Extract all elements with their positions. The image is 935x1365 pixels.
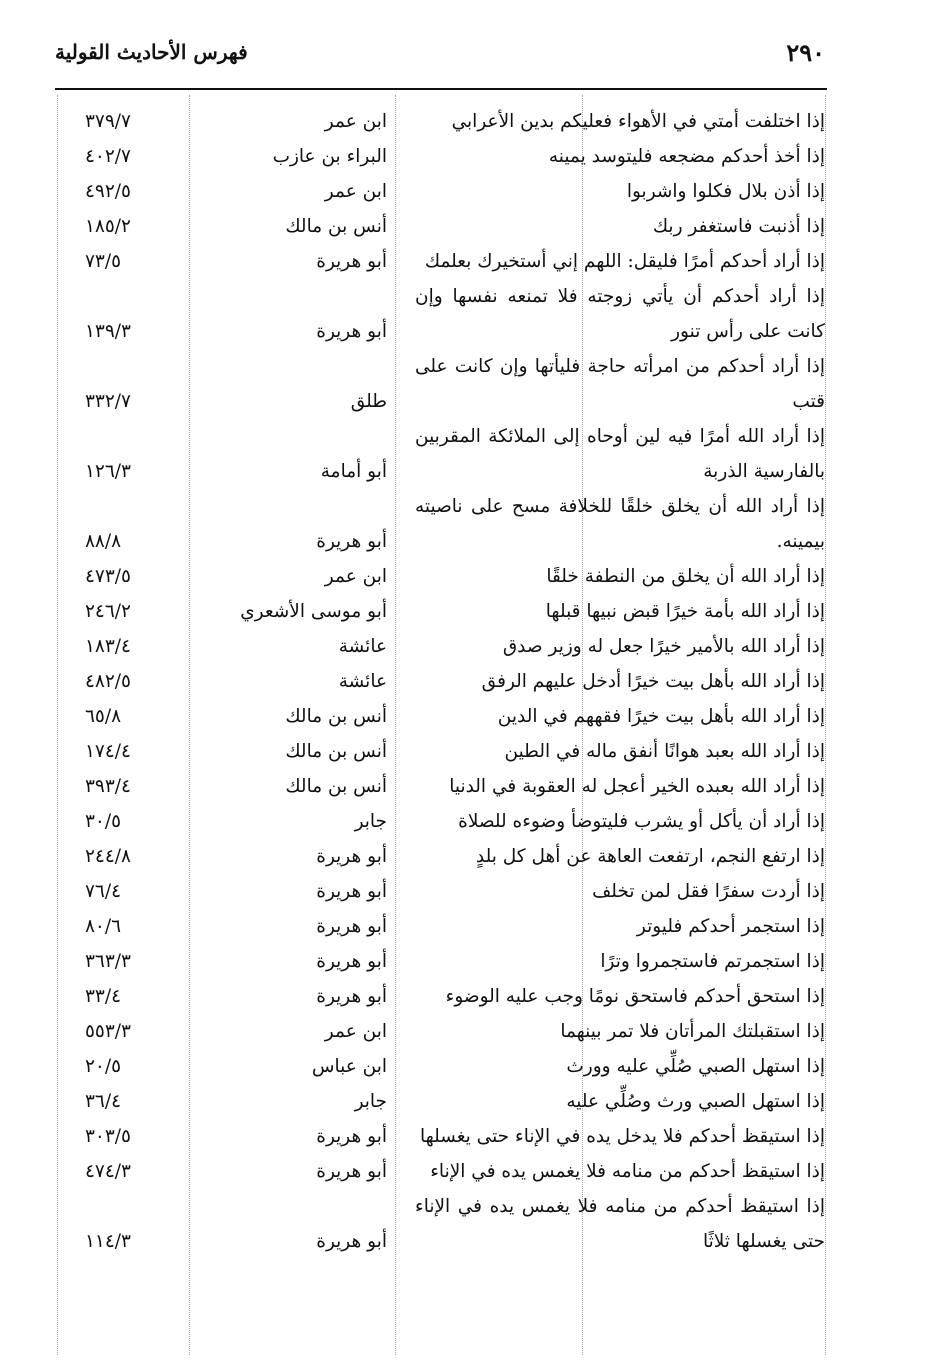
narrator-name: جابر — [354, 1091, 387, 1112]
volume-page-reference: ٣٣٢/٧ — [85, 391, 131, 412]
hadith-text: إذا أراد الله أن يخلق خلقًا للخلافة مسح على ناصيته بيمينه. — [415, 496, 825, 552]
volume-page-reference: ٨٨/٨ — [85, 531, 122, 552]
hadith-text: إذا أذن بلال فكلوا واشربوا — [626, 181, 825, 202]
hadith-text: إذا أراد الله بالأمير خيرًا جعل له وزير صدق — [502, 636, 825, 657]
narrator-name: عائشة — [338, 671, 387, 692]
hadith-text: إذا أراد الله بأهل بيت خيرًا فقههم في الدين — [497, 706, 825, 727]
hadith-text: إذا أراد أحدكم من امرأته حاجة فليأتها وإن كانت على قتب — [415, 356, 825, 412]
narrator-name: أنس بن مالك — [285, 706, 387, 727]
narrator-name: ابن عباس — [311, 1056, 387, 1077]
hadith-text: إذا استيقظ أحدكم من منامه فلا يغمس يده في الإناء — [430, 1161, 825, 1182]
volume-page-reference: ١٣٩/٣ — [85, 321, 131, 342]
narrator-name: ابن عمر — [324, 111, 387, 132]
hadith-text: إذا استجمر أحدكم فليوتر — [636, 916, 825, 937]
hadith-text: إذا أراد أحدكم أن يأتي زوجته فلا تمنعه نفسها وإن كانت على رأس تنور — [415, 286, 825, 342]
narrator-name: البراء بن عازب — [272, 146, 387, 167]
narrator-name: أبو هريرة — [316, 1126, 387, 1147]
volume-page-reference: ٢٠/٥ — [85, 1056, 122, 1077]
volume-page-reference: ٢٤٦/٢ — [85, 601, 131, 622]
volume-page-reference: ١٧٤/٤ — [85, 741, 131, 762]
narrator-name: أبو هريرة — [316, 1231, 387, 1252]
index-entry — [55, 489, 825, 559]
volume-page-reference: ٣٦/٤ — [85, 1091, 122, 1112]
narrator-name: أبو هريرة — [316, 251, 387, 272]
hadith-text: إذا ارتفع النجم، ارتفعت العاهة عن أهل كل بلدٍ — [475, 846, 825, 867]
hadith-text: إذا أراد أحدكم أمرًا فليقل: اللهم إني أستخيرك بعلمك — [424, 251, 825, 272]
volume-page-reference: ٣٦٣/٣ — [85, 951, 131, 972]
hadith-text: إذا أخذ أحدكم مضجعه فليتوسد يمينه — [548, 146, 825, 167]
header-divider — [55, 88, 827, 90]
volume-page-reference: ٤٩٢/٥ — [85, 181, 131, 202]
index-entry — [55, 559, 825, 594]
narrator-name: أبو هريرة — [316, 986, 387, 1007]
narrator-name: أبو هريرة — [316, 321, 387, 342]
hadith-text: إذا أراد الله بعبد هوانًا أنفق ماله في الطين — [504, 741, 825, 762]
volume-page-reference: ٣٩٣/٤ — [85, 776, 131, 797]
volume-page-reference: ٣٧٩/٧ — [85, 111, 131, 132]
hadith-text: إذا استحق أحدكم فاستحق نومًا وجب عليه الوضوء — [445, 986, 825, 1007]
hadith-text: إذا استهل الصبي صُلِّي عليه وورث — [566, 1056, 825, 1077]
index-entry — [55, 979, 825, 1014]
index-entry — [55, 139, 825, 174]
volume-page-reference: ٨٠/٦ — [85, 916, 122, 937]
index-entry — [55, 909, 825, 944]
index-entry — [55, 874, 825, 909]
running-title: فهرس الأحاديث القولية — [55, 40, 248, 64]
index-entry — [55, 1049, 825, 1084]
volume-page-reference: ٣٠٣/٥ — [85, 1126, 131, 1147]
narrator-name: عائشة — [338, 636, 387, 657]
index-entry — [55, 1014, 825, 1049]
index-entry — [55, 1084, 825, 1119]
narrator-name: أبو هريرة — [316, 881, 387, 902]
volume-page-reference: ٤٠٢/٧ — [85, 146, 131, 167]
volume-page-reference: ٤٨٢/٥ — [85, 671, 131, 692]
index-entry — [55, 839, 825, 874]
index-entry — [55, 804, 825, 839]
hadith-text: إذا أراد الله بأمة خيرًا قبض نبيها قبلها — [545, 601, 825, 622]
narrator-name: طلق — [350, 391, 387, 412]
volume-page-reference: ٦٥/٨ — [85, 706, 122, 727]
page-header — [55, 36, 825, 76]
narrator-name: أنس بن مالك — [285, 216, 387, 237]
index-entry — [55, 769, 825, 804]
hadith-text: إذا أراد الله بعبده الخير أعجل له العقوبة في الدنيا — [449, 776, 825, 797]
volume-page-reference: ٧٣/٥ — [85, 251, 122, 272]
index-entry — [55, 734, 825, 769]
index-entry — [55, 209, 825, 244]
column-guide — [825, 95, 826, 1355]
index-entry — [55, 1154, 825, 1189]
narrator-name: ابن عمر — [324, 566, 387, 587]
narrator-name: أبو هريرة — [316, 846, 387, 867]
index-entry — [55, 174, 825, 209]
volume-page-reference: ٢٤٤/٨ — [85, 846, 131, 867]
narrator-name: ابن عمر — [324, 181, 387, 202]
volume-page-reference: ٤٧٤/٣ — [85, 1161, 131, 1182]
narrator-name: أبو هريرة — [316, 951, 387, 972]
index-entry — [55, 419, 825, 489]
index-entry — [55, 104, 825, 139]
hadith-text: إذا استيقظ أحدكم فلا يدخل يده في الإناء حتى يغسلها — [419, 1126, 825, 1147]
index-entry — [55, 699, 825, 734]
hadith-index-list — [55, 104, 825, 1259]
narrator-name: جابر — [354, 811, 387, 832]
volume-page-reference: ١٨٥/٢ — [85, 216, 131, 237]
narrator-name: أنس بن مالك — [285, 741, 387, 762]
hadith-text: إذا استهل الصبي ورث وصُلِّي عليه — [566, 1091, 825, 1112]
narrator-name: أبو هريرة — [316, 531, 387, 552]
narrator-name: ابن عمر — [324, 1021, 387, 1042]
page-number: ٢٩٠ — [786, 38, 825, 67]
narrator-name: أنس بن مالك — [285, 776, 387, 797]
index-entry — [55, 664, 825, 699]
hadith-text: إذا أذنبت فاستغفر ربك — [652, 216, 825, 237]
index-entry — [55, 1119, 825, 1154]
hadith-text: إذا استجمرتم فاستجمروا وترًا — [600, 951, 825, 972]
index-entry — [55, 349, 825, 419]
hadith-text: إذا أراد الله أن يخلق من النطفة خلقًا — [546, 566, 825, 587]
narrator-name: أبو أمامة — [320, 461, 387, 482]
hadith-text: إذا استقبلتك المرأتان فلا تمر بينهما — [560, 1021, 825, 1042]
narrator-name: أبو موسى الأشعري — [240, 601, 387, 622]
index-entry — [55, 244, 825, 279]
hadith-text: إذا أراد الله بأهل بيت خيرًا أدخل عليهم الرفق — [481, 671, 825, 692]
volume-page-reference: ٥٥٣/٣ — [85, 1021, 131, 1042]
hadith-text: إذا أراد الله أمرًا فيه لين أوحاه إلى الملائكة المقربين بالفارسية الذربة — [415, 426, 825, 482]
volume-page-reference: ٧٦/٤ — [85, 881, 122, 902]
index-entry — [55, 629, 825, 664]
volume-page-reference: ٣٠/٥ — [85, 811, 122, 832]
volume-page-reference: ١١٤/٣ — [85, 1231, 131, 1252]
narrator-name: أبو هريرة — [316, 1161, 387, 1182]
narrator-name: أبو هريرة — [316, 916, 387, 937]
hadith-text: إذا أراد أن يأكل أو يشرب فليتوضأ وضوءه للصلاة — [458, 811, 825, 832]
hadith-text: إذا استيقظ أحدكم من منامه فلا يغمس يده في الإناء حتى يغسلها ثلاثًا — [415, 1196, 825, 1252]
volume-page-reference: ١٨٣/٤ — [85, 636, 131, 657]
hadith-text: إذا اختلفت أمتي في الأهواء فعليكم بدين الأعرابي — [451, 111, 825, 132]
index-entry — [55, 279, 825, 349]
index-entry — [55, 944, 825, 979]
index-entry — [55, 594, 825, 629]
volume-page-reference: ٣٣/٤ — [85, 986, 122, 1007]
index-entry — [55, 1189, 825, 1259]
volume-page-reference: ٤٧٣/٥ — [85, 566, 131, 587]
hadith-text: إذا أردت سفرًا فقل لمن تخلف — [592, 881, 825, 902]
volume-page-reference: ١٢٦/٣ — [85, 461, 131, 482]
